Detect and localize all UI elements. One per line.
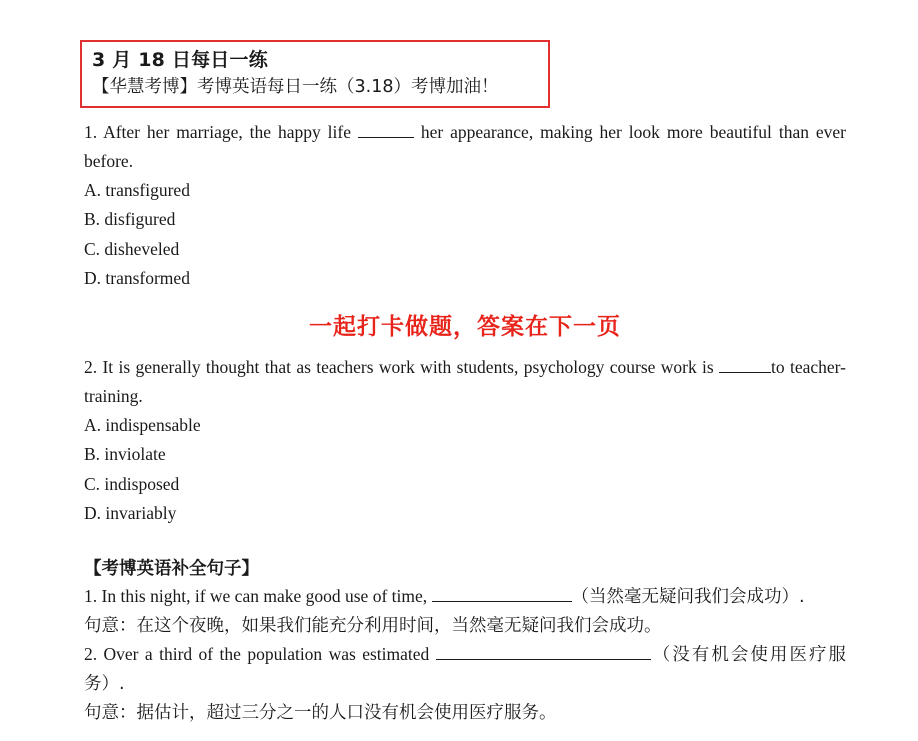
question-2-option-b: B. inviolate: [84, 444, 166, 465]
fill-item-1-before: 1. In this night, if we can make good use of time,: [84, 586, 432, 607]
fill-item-2-after: （没有机会使用医疗服务）.: [84, 645, 847, 695]
fill-item-1-meaning: 句意：在这个夜晚，如果我们能充分利用时间，当然毫无疑问我们会成功。: [84, 615, 662, 636]
question-1-stem-after: her appearance, making her look more beautiful than ever before.: [84, 122, 847, 171]
fill-item-2-meaning: 句意：据估计，超过三分之一的人口没有机会使用医疗服务。: [84, 702, 557, 723]
fill-item-2-text: [84, 640, 846, 699]
fill-item-1-after: （当然毫无疑问我们会成功）.: [571, 587, 805, 608]
question-2-option-d: D. invariably: [84, 503, 177, 524]
question-2-stem-before: 2. It is generally thought that as teachers work with students, psychology course work is: [84, 357, 720, 378]
question-2-stem: [84, 353, 846, 410]
promo-banner: 一起打卡做题，答案在下一页: [309, 314, 621, 341]
answer-blank: [436, 642, 651, 660]
question-2-option-a: A. indispensable: [84, 415, 201, 436]
fill-item-2-before: 2. Over a third of the population was estimated: [84, 644, 436, 665]
answer-blank: [719, 356, 771, 374]
fill-item-1: [84, 582, 846, 640]
fill-item-2: [84, 640, 846, 727]
answer-blank: [358, 121, 414, 139]
answer-blank: [432, 585, 572, 603]
question-2-option-c: C. indisposed: [84, 473, 180, 494]
question-1-option-b: B. disfigured: [84, 209, 176, 230]
question-2: [84, 353, 846, 527]
question-1-option-a: A. transfigured: [84, 179, 190, 200]
fill-section-heading: 【考博英语补全句子】: [84, 559, 259, 580]
document-subtitle: 【华慧考博】考博英语每日一练（3.18）考博加油！: [92, 76, 499, 97]
fill-item-1-text: [84, 582, 846, 611]
question-1-stem: [84, 118, 846, 175]
question-1-option-c: C. disheveled: [84, 238, 180, 259]
question-2-stem-after: to teacher-training.: [84, 357, 846, 406]
question-1: [84, 118, 846, 292]
document-title: 3 月 18 日每日一练: [92, 49, 268, 71]
question-1-stem-before: 1. After her marriage, the happy life: [84, 122, 358, 143]
title-box: [80, 40, 550, 108]
question-1-option-d: D. transformed: [84, 267, 190, 288]
